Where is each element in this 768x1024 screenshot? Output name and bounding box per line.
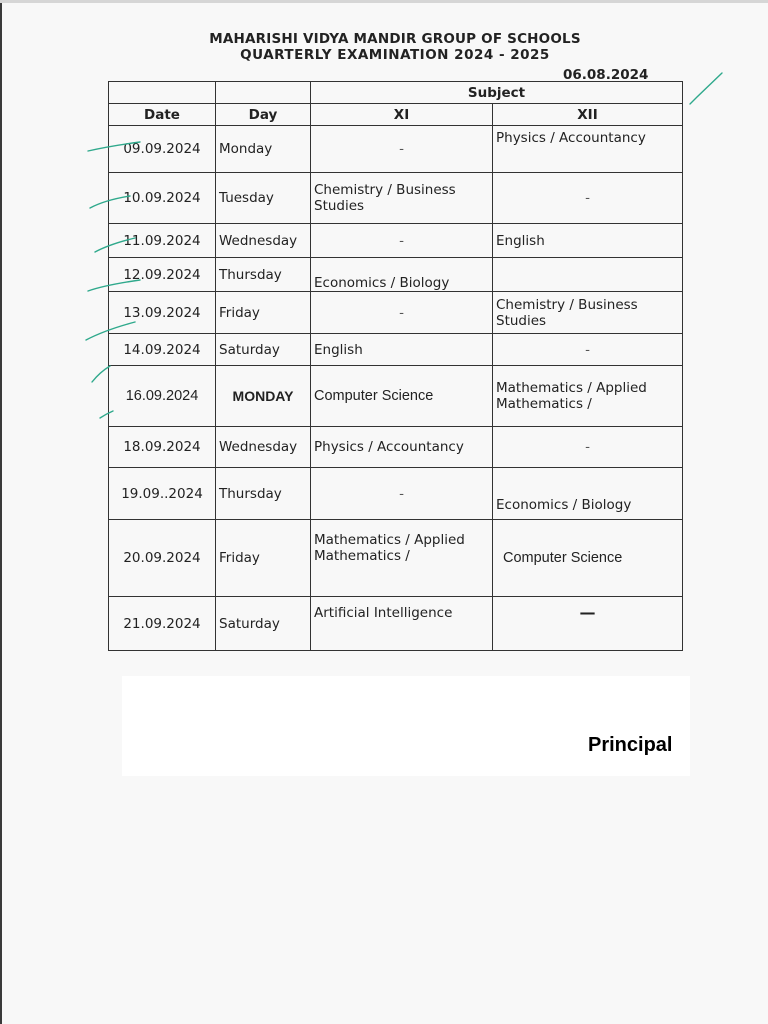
xi-subject: - xyxy=(311,224,493,258)
exam-date: 12.09.2024 xyxy=(109,258,216,292)
exam-day: Saturday xyxy=(216,597,311,651)
exam-date: 10.09.2024 xyxy=(109,173,216,224)
issue-date: 06.08.2024 xyxy=(563,67,649,83)
xi-subject: - xyxy=(311,468,493,520)
exam-date: 14.09.2024 xyxy=(109,334,216,366)
xi-subject: - xyxy=(311,292,493,334)
tick-stroke xyxy=(95,238,135,252)
exam-date: 18.09.2024 xyxy=(109,427,216,468)
xi-subject: Computer Science xyxy=(311,366,493,427)
xi-subject: Chemistry / Business Studies xyxy=(311,173,493,224)
tick-stroke xyxy=(90,196,130,208)
tick-stroke xyxy=(88,142,140,151)
xii-subject: Computer Science xyxy=(493,520,683,597)
exam-date: 16.09.2024 xyxy=(109,366,216,427)
xii-subject: Mathematics / Applied Mathematics / xyxy=(493,366,683,427)
exam-day: Friday xyxy=(216,520,311,597)
exam-day: Monday xyxy=(216,126,311,173)
exam-date: 11.09.2024 xyxy=(109,224,216,258)
xii-subject: - xyxy=(493,427,683,468)
xi-subject: - xyxy=(311,126,493,173)
exam-day: Wednesday xyxy=(216,427,311,468)
xii-subject: - xyxy=(493,173,683,224)
xi-subject: Mathematics / Applied Mathematics / xyxy=(311,520,493,597)
exam-date: 13.09.2024 xyxy=(109,292,216,334)
xi-subject: Artificial Intelligence xyxy=(311,597,493,651)
tick-stroke xyxy=(86,322,135,340)
principal-signature-label: Principal xyxy=(588,734,673,756)
exam-day: Saturday xyxy=(216,334,311,366)
exam-day: Thursday xyxy=(216,468,311,520)
tick-stroke xyxy=(100,411,113,418)
xii-subject: - xyxy=(493,334,683,366)
exam-date: 21.09.2024 xyxy=(109,597,216,651)
xii-subject: Physics / Accountancy xyxy=(493,126,683,173)
date-header: Date xyxy=(109,104,216,126)
xi-header: XI xyxy=(311,104,493,126)
xii-subject: Chemistry / Business Studies xyxy=(493,292,683,334)
exam-day: Friday xyxy=(216,292,311,334)
check-mark-icon xyxy=(690,73,722,104)
xii-subject: Economics / Biology xyxy=(493,468,683,520)
xii-subject: — xyxy=(493,597,683,651)
xii-subject: English xyxy=(493,224,683,258)
exam-title: QUARTERLY EXAMINATION 2024 - 2025 xyxy=(240,47,550,63)
school-name: MAHARISHI VIDYA MANDIR GROUP OF SCHOOLS xyxy=(209,31,581,47)
exam-day: MONDAY xyxy=(216,366,311,427)
tick-stroke xyxy=(88,280,140,291)
xii-header: XII xyxy=(493,104,683,126)
exam-day: Tuesday xyxy=(216,173,311,224)
xi-subject: English xyxy=(311,334,493,366)
exam-date: 19.09..2024 xyxy=(109,468,216,520)
exam-day: Thursday xyxy=(216,258,311,292)
exam-date: 20.09.2024 xyxy=(109,520,216,597)
subject-header: Subject xyxy=(311,82,683,104)
xi-subject: Economics / Biology xyxy=(311,258,493,292)
exam-date: 09.09.2024 xyxy=(109,126,216,173)
day-header: Day xyxy=(216,104,311,126)
xi-subject: Physics / Accountancy xyxy=(311,427,493,468)
tick-stroke xyxy=(92,366,110,382)
exam-day: Wednesday xyxy=(216,224,311,258)
